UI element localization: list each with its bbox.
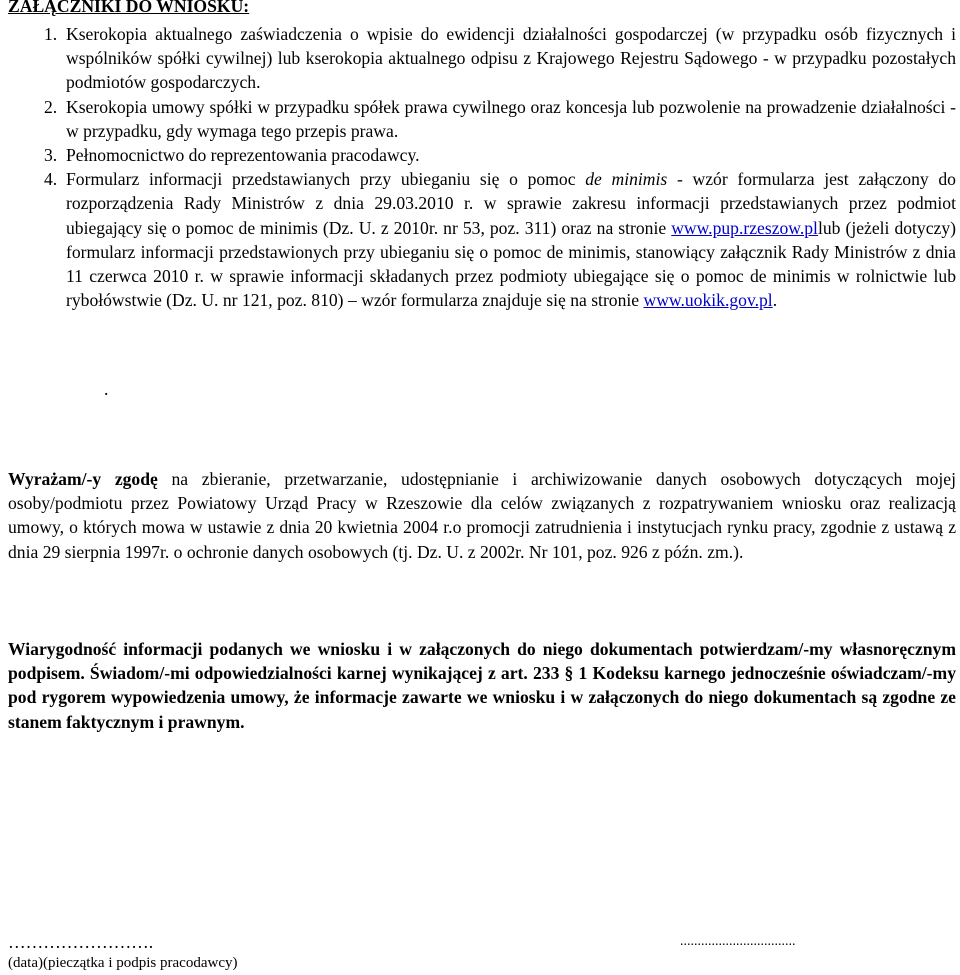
list-item-text: Formularz informacji przedstawianych przy ubieganiu się o pomoc bbox=[66, 169, 586, 190]
signature-caption: (data)(pieczątka i podpis pracodawcy) bbox=[8, 955, 238, 971]
uokik-link[interactable]: www.uokik.gov.pl bbox=[643, 290, 773, 311]
list-item-number: 1. bbox=[44, 24, 58, 44]
list-item-number: 2. bbox=[44, 96, 58, 117]
list-item-2 bbox=[44, 95, 956, 143]
list-item-text: - wzór formularza jest załączony do rozporządzenia Rady Ministrów z dnia 29.03.2010 r. w sprawie zakresu informacji przedstawianych przez podmiot ubiegający się o pomoc de minimis (Dz. U. z 2010r. nr 53, poz. 311) oraz na stronie bbox=[66, 169, 956, 238]
list-item-text: . bbox=[772, 290, 778, 311]
list-item-text: Pełnomocnictwo do reprezentowania pracodawcy. bbox=[66, 145, 420, 166]
declaration-paragraph: Wiarygodność informacji podanych we wniosku i w załączonych do niego dokumentach potwierdzam/-my własnoręcznym podpisem. Świadom/-mi odpowiedzialności karnej wynikającej z art. 233 § 1 Kodeksu karnego jednocześnie oświadczam/-my pod rygorem wypowiedzenia umowy, że informacje zawarte we wniosku i w załączonych do niego dokumentach są zgodne ze stanem faktycznym i prawnym. bbox=[8, 639, 956, 732]
attachments-heading: ZAŁĄCZNIKI DO WNIOSKU: bbox=[8, 0, 250, 16]
date-signature-line: ……………………. bbox=[8, 932, 154, 952]
list-item-3 bbox=[44, 143, 956, 167]
list-item-4 bbox=[44, 167, 956, 312]
signature-line: ................................. bbox=[680, 934, 796, 949]
list-item-text: lub (jeżeli dotyczy) formularz informacji przedstawionych przy ubieganiu się o pomoc de minimis, stanowiący załącznik Rady Ministrów z dnia 11 czerwca 2010 r. w sprawie informacji składanych przez podmioty ubiegające się o pomoc de minimis w rolnictwie lub rybołówstwie (Dz. U. nr 121, poz. 810) – wzór formularza znajduje się na stronie bbox=[66, 217, 956, 311]
attachments-list bbox=[44, 22, 956, 312]
list-item-text: Kserokopia aktualnego zaświadczenia o wpisie do ewidencji działalności gospodarczej (w przypadku osób fizycznych i wspólników spółki cywilnej) lub kserokopia aktualnego odpisu z Krajowego Rejestru Sądowego - w przypadku pozostałych podmiotów gospodarczych. bbox=[66, 24, 956, 93]
list-item-text: Kserokopia umowy spółki w przypadku spółek prawa cywilnego oraz koncesja lub pozwolenie na prowadzenie działalności - w przypadku, gdy wymaga tego przepis prawa. bbox=[66, 96, 956, 141]
list-item-number: 4. bbox=[44, 169, 58, 190]
separator-dot: . bbox=[104, 379, 109, 399]
consent-bold-lead: Wyrażam/-y zgodę bbox=[8, 469, 158, 489]
de-minimis-italic: de minimis bbox=[585, 169, 668, 190]
data-consent-paragraph bbox=[8, 467, 956, 564]
consent-text: na zbieranie, przetwarzanie, udostępnianie i archiwizowanie danych osobowych dotyczących mojej osoby/podmiotu przez Powiatowy Urząd Pracy w Rzeszowie dla celów związanych z rozpatrywaniem wniosku oraz realizacją umowy, o których mowa w ustawie z dnia 20 kwietnia 2004 r.o promocji zatrudnienia i instytucjach rynku pracy, zgodnie z ustawą z dnia 29 sierpnia 1997r. o ochronie danych osobowych (tj. Dz. U. z 2002r. Nr 101, poz. 926 z późn. zm.). bbox=[8, 469, 956, 562]
list-item-1 bbox=[44, 22, 956, 95]
pup-rzeszow-link[interactable]: www.pup.rzeszow.pl bbox=[671, 217, 818, 238]
list-item-number: 3. bbox=[44, 145, 58, 166]
